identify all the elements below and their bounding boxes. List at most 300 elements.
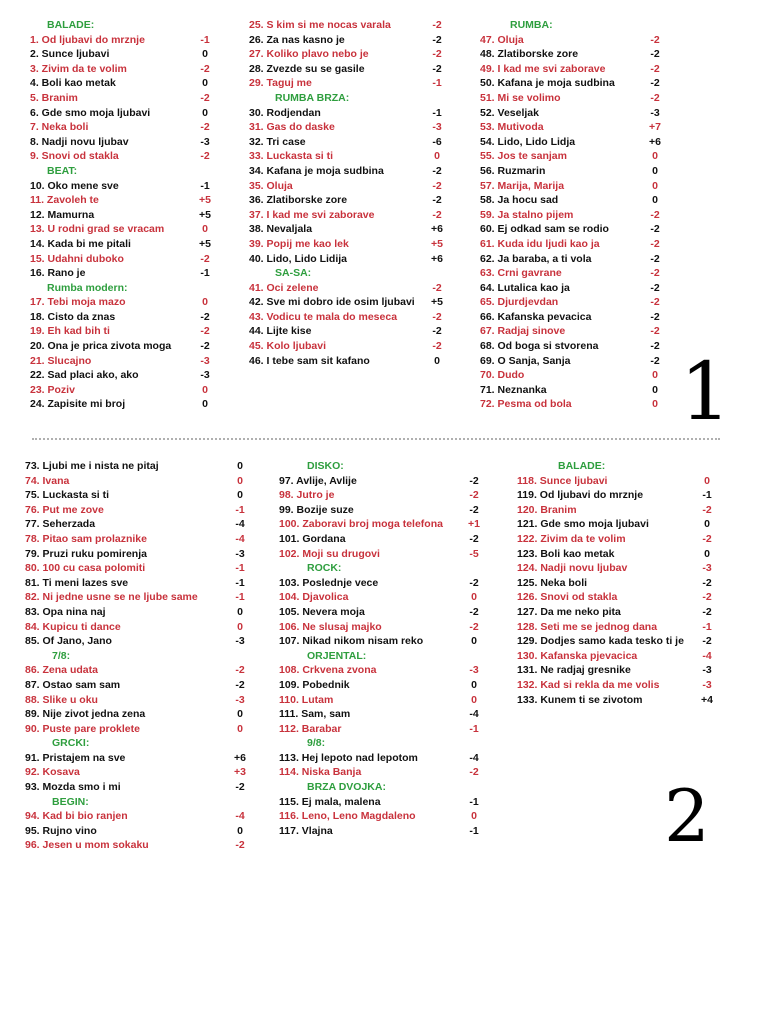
transpose-value: -1 <box>200 33 210 46</box>
transpose-value: 0 <box>202 48 208 61</box>
transpose-value: 0 <box>202 106 208 119</box>
song-title: 12. Mamurna <box>30 208 95 221</box>
transpose-value: -2 <box>469 605 479 618</box>
transpose-value: 0 <box>652 383 658 396</box>
section-header: BEAT: <box>47 164 78 177</box>
song-title: 100. Zaboravi broj moga telefona <box>279 518 443 531</box>
song-row <box>279 576 479 591</box>
song-row <box>517 634 712 649</box>
song-title: 58. Ja hocu sad <box>480 194 559 207</box>
section-header: DISKO: <box>307 460 344 472</box>
song-title: 90. Puste pare proklete <box>25 722 140 735</box>
transpose-value: -2 <box>469 489 479 502</box>
section-header: 7/8: <box>52 649 71 662</box>
transpose-value: +6 <box>649 135 661 148</box>
sheet-1-column-1 <box>30 18 211 412</box>
transpose-value: -2 <box>650 62 660 75</box>
song-title: 132. Kad si rekla da me volis <box>517 678 660 691</box>
transpose-value: -4 <box>235 518 245 531</box>
song-row <box>517 649 712 664</box>
transpose-value: -2 <box>702 532 712 545</box>
song-row <box>30 179 210 194</box>
song-title: 123. Boli kao metak <box>517 547 615 560</box>
song-title: 65. Djurdjevdan <box>480 296 559 309</box>
song-title: 108. Crkvena zvona <box>279 664 377 677</box>
song-row <box>480 76 660 91</box>
song-title: 120. Branim <box>517 503 577 516</box>
section-header: RUMBA BRZA: <box>275 91 350 104</box>
song-row <box>480 339 660 354</box>
song-title: 106. Ne slusaj majko <box>279 620 382 633</box>
song-row <box>517 547 710 562</box>
song-row <box>25 590 245 605</box>
song-title: 75. Luckasta si ti <box>25 489 110 502</box>
transpose-value: +5 <box>431 237 443 250</box>
song-row <box>517 517 710 532</box>
song-title: 72. Pesma od bola <box>480 398 572 411</box>
section-header: ROCK: <box>307 562 342 575</box>
transpose-value: -1 <box>702 620 712 633</box>
song-title: 24. Zapisite mi broj <box>30 398 126 411</box>
song-title: 110. Lutam <box>279 693 334 706</box>
transpose-value: -2 <box>469 503 479 516</box>
song-title: 48. Zlatiborske zore <box>480 48 579 61</box>
section-header: SA-SA: <box>275 267 312 280</box>
transpose-value: -2 <box>200 121 210 134</box>
song-row <box>249 18 442 33</box>
song-title: 59. Ja stalno pijem <box>480 208 574 221</box>
song-title: 38. Nevaljala <box>249 223 313 236</box>
song-row <box>279 620 479 635</box>
song-title: 25. S kim si me nocas varala <box>249 19 391 31</box>
song-title: 119. Od ljubavi do mrznje <box>517 489 644 502</box>
transpose-value: -2 <box>235 839 245 852</box>
song-row <box>249 222 443 237</box>
song-title: 5. Branim <box>30 91 78 104</box>
song-row <box>30 33 210 48</box>
transpose-value: -2 <box>469 620 479 633</box>
sheet-1-column-2 <box>249 18 443 368</box>
song-row <box>480 47 660 62</box>
song-title: 74. Ivana <box>25 474 70 487</box>
song-title: 71. Neznanka <box>480 383 547 396</box>
transpose-value: 0 <box>471 635 477 648</box>
song-row <box>279 517 480 532</box>
song-title: 57. Marija, Marija <box>480 179 565 192</box>
song-title: 124. Nadji novu ljubav <box>517 562 628 575</box>
song-row <box>279 765 479 780</box>
transpose-value: -2 <box>235 781 245 794</box>
sheet-1-column-3 <box>480 18 661 412</box>
song-title: 67. Radjaj sinove <box>480 325 566 338</box>
song-row <box>480 252 660 267</box>
song-row <box>25 620 243 635</box>
transpose-value: -3 <box>235 547 245 560</box>
song-row <box>279 707 479 722</box>
song-row <box>25 838 245 853</box>
song-row <box>279 693 477 708</box>
transpose-value: -2 <box>702 576 712 589</box>
transpose-value: -2 <box>432 325 442 338</box>
transpose-value: +5 <box>199 237 211 250</box>
transpose-value: -3 <box>235 635 245 648</box>
transpose-value: 0 <box>237 489 243 502</box>
song-row <box>480 354 660 369</box>
song-title: 23. Poziv <box>30 383 75 396</box>
transpose-value: -2 <box>650 354 660 367</box>
song-title: 130. Kafanska pjevacica <box>517 649 638 662</box>
song-row <box>249 47 442 62</box>
song-title: 88. Slike u oku <box>25 693 98 706</box>
transpose-value: +6 <box>431 223 443 236</box>
song-row <box>30 339 210 354</box>
song-row <box>480 310 660 325</box>
transpose-value: -3 <box>702 562 712 575</box>
song-title: 21. Slucajno <box>30 354 92 367</box>
song-row <box>480 106 660 121</box>
song-title: 31. Gas do daske <box>249 121 335 134</box>
song-row <box>480 281 660 296</box>
song-row <box>480 149 658 164</box>
transpose-value: 0 <box>202 296 208 309</box>
transpose-value: -1 <box>702 489 712 502</box>
song-row <box>249 193 442 208</box>
transpose-value: +5 <box>199 208 211 221</box>
transpose-value: -2 <box>650 340 660 353</box>
song-title: 78. Pitao sam prolaznike <box>25 532 147 545</box>
song-row <box>279 663 479 678</box>
song-row <box>279 590 477 605</box>
song-row <box>279 809 477 824</box>
song-title: 14. Kada bi me pitali <box>30 237 131 250</box>
song-title: 20. Ona je prica zivota moga <box>30 340 172 353</box>
transpose-value: -2 <box>702 605 712 618</box>
transpose-value: -2 <box>235 678 245 691</box>
transpose-value: -1 <box>432 77 442 90</box>
transpose-value: -2 <box>650 91 660 104</box>
transpose-value: -1 <box>235 576 245 589</box>
song-title: 2. Sunce ljubavi <box>30 48 110 61</box>
song-title: 66. Kafanska pevacica <box>480 310 592 323</box>
song-row <box>279 722 479 737</box>
transpose-value: -2 <box>200 340 210 353</box>
song-title: 98. Jutro je <box>279 489 335 502</box>
song-title: 10. Oko mene sve <box>30 179 119 192</box>
transpose-value: -1 <box>432 106 442 119</box>
page-number-1: 1 <box>680 345 731 438</box>
song-row <box>25 547 245 562</box>
transpose-value: -4 <box>235 532 245 545</box>
song-title: 36. Zlatiborske zore <box>249 194 348 207</box>
section-header: 9/8: <box>307 737 326 750</box>
song-title: 1. Od ljubavi do mrznje <box>30 33 145 46</box>
section-header: Rumba modern: <box>47 281 128 294</box>
transpose-value: -2 <box>200 252 210 265</box>
transpose-value: -2 <box>200 62 210 75</box>
transpose-value: -2 <box>432 164 442 177</box>
song-title: 47. Oluja <box>480 33 524 46</box>
transpose-value: -2 <box>200 150 210 163</box>
transpose-value: -2 <box>200 91 210 104</box>
transpose-value: 0 <box>652 398 658 411</box>
transpose-value: -2 <box>469 766 479 779</box>
song-title: 125. Neka boli <box>517 576 588 589</box>
transpose-value: 0 <box>652 164 658 177</box>
song-row <box>480 237 660 252</box>
song-row <box>279 751 479 766</box>
song-title: 13. U rodni grad se vracam <box>30 223 165 236</box>
song-title: 126. Snovi od stakla <box>517 591 618 604</box>
transpose-value: -3 <box>469 664 479 677</box>
transpose-value: +6 <box>431 252 443 265</box>
song-row <box>279 532 479 547</box>
transpose-value: +4 <box>701 693 713 706</box>
song-title: 93. Mozda smo i mi <box>25 781 121 794</box>
transpose-value: -2 <box>650 281 660 294</box>
transpose-value: -2 <box>432 281 442 294</box>
song-row <box>517 663 712 678</box>
transpose-value: -3 <box>702 664 712 677</box>
transpose-value: 0 <box>237 460 243 472</box>
transpose-value: -2 <box>432 179 442 192</box>
song-row <box>249 62 442 77</box>
transpose-value: 0 <box>237 620 243 633</box>
song-row <box>30 354 210 369</box>
song-row <box>25 722 243 737</box>
song-title: 89. Nije zivot jedna zena <box>25 708 146 721</box>
transpose-value: 0 <box>704 547 710 560</box>
transpose-value: 0 <box>652 369 658 382</box>
song-row <box>279 824 479 839</box>
song-title: 91. Pristajem na sve <box>25 751 126 764</box>
song-row <box>25 459 243 474</box>
song-title: 11. Zavoleh te <box>30 194 99 207</box>
song-row <box>30 193 211 208</box>
transpose-value: -2 <box>432 208 442 221</box>
song-row <box>30 91 210 106</box>
song-row <box>30 237 211 252</box>
transpose-value: -2 <box>650 252 660 265</box>
section-header: RUMBA: <box>510 19 553 31</box>
song-title: 131. Ne radjaj gresnike <box>517 664 631 677</box>
section-header: BALADE: <box>558 460 606 472</box>
song-row <box>480 266 660 281</box>
song-row <box>517 590 712 605</box>
transpose-value: 0 <box>202 398 208 411</box>
song-row <box>279 634 477 649</box>
song-row <box>30 62 210 77</box>
song-row <box>517 488 712 503</box>
transpose-value: -2 <box>469 474 479 487</box>
song-row <box>30 135 210 150</box>
song-row <box>517 474 710 489</box>
transpose-value: -2 <box>650 296 660 309</box>
song-row <box>279 678 477 693</box>
song-row <box>279 503 479 518</box>
song-title: 128. Seti me se jednog dana <box>517 620 658 633</box>
song-title: 44. Lijte kise <box>249 325 312 338</box>
section-header: ORJENTAL: <box>307 649 367 662</box>
transpose-value: 0 <box>704 474 710 487</box>
transpose-value: -2 <box>650 267 660 280</box>
transpose-value: -5 <box>469 547 479 560</box>
song-title: 107. Nikad nikom nisam reko <box>279 635 424 648</box>
song-row <box>249 179 442 194</box>
transpose-value: -4 <box>702 649 712 662</box>
transpose-value: 0 <box>237 824 243 837</box>
song-title: 33. Luckasta si ti <box>249 150 334 163</box>
song-title: 17. Tebi moja mazo <box>30 296 126 309</box>
transpose-value: -3 <box>200 369 210 382</box>
transpose-value: -2 <box>650 237 660 250</box>
transpose-value: 0 <box>652 150 658 163</box>
song-row <box>25 824 243 839</box>
page-number-2: 2 <box>664 774 710 858</box>
song-title: 84. Kupicu ti dance <box>25 620 121 633</box>
song-title: 64. Lutalica kao ja <box>480 281 570 294</box>
transpose-value: -1 <box>469 795 479 808</box>
song-row <box>25 678 245 693</box>
song-title: 15. Udahni duboko <box>30 252 124 265</box>
song-title: 22. Sad placi ako, ako <box>30 369 139 382</box>
song-title: 42. Sve mi dobro ide osim ljubavi <box>249 296 415 309</box>
song-title: 35. Oluja <box>249 179 293 192</box>
song-title: 18. Cisto da znas <box>30 310 116 323</box>
song-title: 111. Sam, sam <box>279 708 351 721</box>
transpose-value: -2 <box>650 223 660 236</box>
song-row <box>517 620 712 635</box>
transpose-value: 0 <box>237 474 243 487</box>
song-row <box>25 780 245 795</box>
transpose-value: -2 <box>432 340 442 353</box>
transpose-value: -2 <box>650 48 660 61</box>
transpose-value: -2 <box>432 310 442 323</box>
song-row <box>30 222 208 237</box>
transpose-value: 0 <box>652 194 658 207</box>
song-row <box>25 809 245 824</box>
song-title: 94. Kad bi bio ranjen <box>25 810 128 823</box>
song-row <box>279 795 479 810</box>
song-row <box>249 164 442 179</box>
song-title: 45. Kolo ljubavi <box>249 340 327 353</box>
song-title: 129. Dodjes samo kada tesko ti je <box>517 635 684 648</box>
section-header: BRZA DVOJKA: <box>307 781 386 794</box>
song-row <box>480 368 658 383</box>
song-row <box>30 310 210 325</box>
transpose-value: -4 <box>469 708 479 721</box>
song-title: 114. Niska Banja <box>279 766 362 779</box>
song-title: 16. Rano je <box>30 267 86 280</box>
song-row <box>249 76 442 91</box>
song-row <box>480 179 658 194</box>
sheet-2-column-2 <box>279 459 480 838</box>
transpose-value: -2 <box>650 310 660 323</box>
transpose-value: +1 <box>468 518 480 531</box>
transpose-value: -3 <box>650 106 660 119</box>
transpose-value: -2 <box>650 77 660 90</box>
song-row <box>517 532 712 547</box>
song-row <box>480 164 658 179</box>
transpose-value: -2 <box>432 194 442 207</box>
transpose-value: -2 <box>702 635 712 648</box>
song-title: 127. Da me neko pita <box>517 605 621 618</box>
song-title: 60. Ej odkad sam se rodio <box>480 223 609 236</box>
song-title: 86. Zena udata <box>25 664 98 677</box>
song-row <box>25 605 243 620</box>
transpose-value: -1 <box>469 722 479 735</box>
song-row <box>30 295 208 310</box>
song-title: 79. Pruzi ruku pomirenja <box>25 547 147 560</box>
transpose-value: 0 <box>471 693 477 706</box>
transpose-value: -1 <box>235 591 245 604</box>
song-row <box>30 368 210 383</box>
transpose-value: -1 <box>235 503 245 516</box>
song-row <box>249 106 442 121</box>
transpose-value: -2 <box>200 325 210 338</box>
song-row <box>480 120 661 135</box>
song-row <box>480 222 660 237</box>
song-title: 112. Barabar <box>279 722 342 735</box>
song-row <box>517 503 712 518</box>
transpose-value: -4 <box>235 810 245 823</box>
song-title: 29. Taguj me <box>249 77 312 90</box>
song-title: 133. Kunem ti se zivotom <box>517 693 643 706</box>
song-title: 68. Od boga si stvorena <box>480 340 599 353</box>
song-title: 87. Ostao sam sam <box>25 678 121 691</box>
song-title: 34. Kafana je moja sudbina <box>249 164 384 177</box>
transpose-value: 0 <box>237 708 243 721</box>
song-title: 92. Kosava <box>25 766 80 779</box>
song-title: 122. Zivim da te volim <box>517 532 626 545</box>
song-row <box>480 193 658 208</box>
song-title: 39. Popij me kao lek <box>249 237 349 250</box>
song-row <box>30 397 208 412</box>
transpose-value: -2 <box>432 19 442 31</box>
transpose-value: 0 <box>704 518 710 531</box>
song-row <box>517 605 712 620</box>
song-title: 101. Gordana <box>279 532 346 545</box>
song-row <box>25 474 243 489</box>
song-row <box>480 62 660 77</box>
transpose-value: 0 <box>652 179 658 192</box>
song-row <box>25 693 245 708</box>
song-title: 81. Ti meni lazes sve <box>25 576 129 589</box>
transpose-value: -2 <box>702 591 712 604</box>
song-row <box>279 488 479 503</box>
song-title: 19. Eh kad bih ti <box>30 325 110 338</box>
song-row <box>249 135 442 150</box>
song-row <box>249 252 443 267</box>
transpose-value: -1 <box>200 179 210 192</box>
transpose-value: 0 <box>202 383 208 396</box>
song-row <box>249 310 442 325</box>
song-row <box>517 561 712 576</box>
sheet-2-column-1 <box>25 459 246 853</box>
transpose-value: 0 <box>471 678 477 691</box>
song-title: 76. Put me zove <box>25 503 104 516</box>
song-title: 96. Jesen u mom sokaku <box>25 839 149 852</box>
song-title: 69. O Sanja, Sanja <box>480 354 571 367</box>
transpose-value: -2 <box>702 503 712 516</box>
song-row <box>249 149 440 164</box>
song-row <box>480 91 660 106</box>
song-row <box>25 634 245 649</box>
song-title: 3. Zivim da te volim <box>30 62 127 75</box>
transpose-value: -2 <box>235 664 245 677</box>
song-title: 109. Pobednik <box>279 678 350 691</box>
song-row <box>249 120 442 135</box>
song-row <box>249 208 442 223</box>
